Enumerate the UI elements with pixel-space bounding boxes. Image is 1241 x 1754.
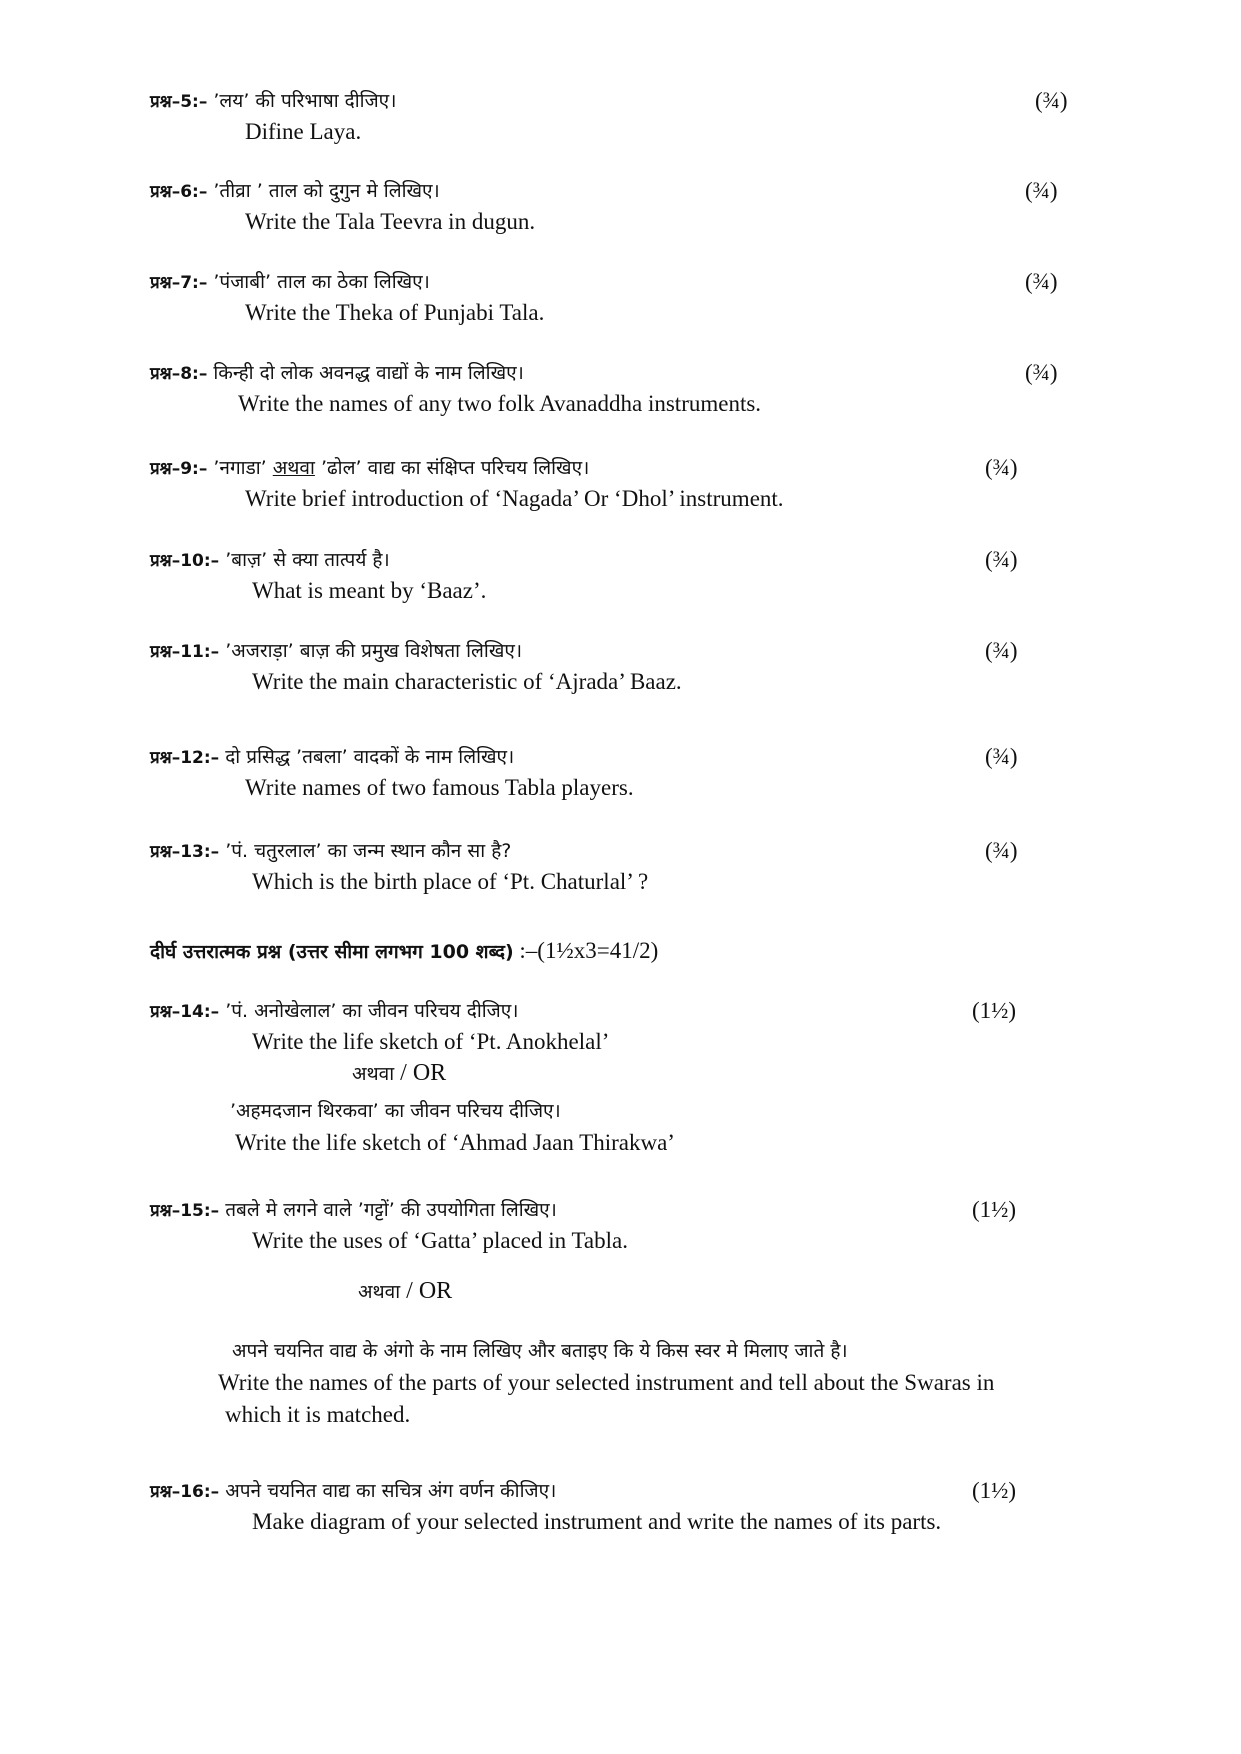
- question-marks: (¾): [1035, 88, 1068, 113]
- question-hindi: तबले मे लगने वाले ’गट्टों’ की उपयोगिता लिखिए।: [225, 1199, 557, 1221]
- question-english: Write the life sketch of ‘Pt. Anokhelal’: [252, 1029, 610, 1054]
- question-english: What is meant by ‘Baaz’.: [252, 578, 487, 603]
- section-heading: [150, 938, 658, 964]
- or-english: / OR: [400, 1278, 453, 1304]
- alternate-question-english-cont: which it is matched.: [225, 1402, 411, 1427]
- question-marks: (¾): [1025, 178, 1058, 203]
- question-hindi: ’पं. अनोखेलाल’ का जीवन परिचय दीजिए।: [225, 1000, 519, 1022]
- question-marks: (1½): [972, 998, 1017, 1023]
- question-10: [150, 547, 1090, 606]
- question-marks: (¾): [985, 455, 1018, 480]
- question-14: [150, 998, 1090, 1057]
- question-hindi: ’पंजाबी’ ताल का ठेका लिखिए।: [213, 271, 430, 293]
- question-label: प्रश्न–8:–: [150, 364, 208, 384]
- question-english: Write the main characteristic of ‘Ajrada’ Baaz.: [252, 669, 682, 694]
- or-hindi: अथवा: [352, 1063, 395, 1085]
- question-hindi: ’तीव्रा ’ ताल को दुगुन मे लिखिए।: [213, 180, 440, 202]
- question-english: Write names of two famous Tabla players.: [245, 775, 634, 800]
- question-marks: (¾): [985, 744, 1018, 769]
- section-marks: :–(1½x3=41/2): [513, 938, 659, 963]
- question-english: Write brief introduction of ‘Nagada’ Or ‘Dhol’ instrument.: [245, 486, 784, 511]
- or-divider: [352, 1060, 446, 1087]
- question-english: Write the Tala Teevra in dugun.: [245, 209, 536, 234]
- section-title: दीर्घ उत्तरात्मक प्रश्न (उत्तर सीमा लगभग 100 शब्द): [150, 941, 514, 963]
- question-6: [150, 178, 1090, 237]
- question-english: Difine Laya.: [245, 119, 362, 144]
- question-label: प्रश्न–6:–: [150, 182, 208, 202]
- or-english: / OR: [394, 1060, 447, 1086]
- question-hindi: ’लय’ की परिभाषा दीजिए।: [213, 90, 397, 112]
- alternate-question-hindi: अपने चयनित वाद्य के अंगो के नाम लिखिए और बताइए कि ये किस स्वर मे मिलाए जाते है।: [232, 1340, 848, 1362]
- question-label: प्रश्न–10:–: [150, 551, 220, 571]
- question-label: प्रश्न–14:–: [150, 1002, 220, 1022]
- question-english: Which is the birth place of ‘Pt. Chaturlal’ ?: [252, 869, 649, 894]
- question-hindi-part: ’नगाडा’: [213, 457, 273, 479]
- question-marks: (¾): [1025, 269, 1058, 294]
- question-label: प्रश्न–7:–: [150, 273, 208, 293]
- question-12: [150, 744, 1090, 803]
- alternate-question-hindi: ’अहमदजान थिरकवा’ का जीवन परिचय दीजिए।: [230, 1100, 561, 1122]
- question-hindi: अपने चयनित वाद्य का सचित्र अंग वर्णन कीजिए।: [225, 1480, 557, 1502]
- question-label: प्रश्न–12:–: [150, 748, 220, 768]
- question-marks: (1½): [972, 1478, 1017, 1503]
- question-8: [150, 360, 1090, 419]
- question-13: [150, 838, 1090, 897]
- question-label: प्रश्न–16:–: [150, 1482, 220, 1502]
- question-label: प्रश्न–15:–: [150, 1201, 220, 1221]
- question-5: [150, 88, 1090, 147]
- question-english: Write the Theka of Punjabi Tala.: [245, 300, 545, 325]
- question-marks: (¾): [985, 638, 1018, 663]
- question-marks: (¾): [985, 547, 1018, 572]
- question-7: [150, 269, 1090, 328]
- question-marks: (¾): [985, 838, 1018, 863]
- question-hindi: ’बाज़’ से क्या तात्पर्य है।: [225, 549, 390, 571]
- question-11: [150, 638, 1090, 697]
- question-hindi: ’अजराड़ा’ बाज़ की प्रमुख विशेषता लिखिए।: [225, 640, 523, 662]
- question-label: प्रश्न–13:–: [150, 842, 220, 862]
- alternate-question-english: Write the names of the parts of your selected instrument and tell about the Swaras in: [218, 1370, 995, 1395]
- question-english: Make diagram of your selected instrument and write the names of its parts.: [252, 1509, 942, 1534]
- question-marks: (1½): [972, 1197, 1017, 1222]
- question-hindi: किन्ही दो लोक अवनद्ध वाद्यों के नाम लिखिए।: [213, 362, 524, 384]
- question-9: [150, 455, 1090, 514]
- question-label: प्रश्न–9:–: [150, 459, 208, 479]
- question-marks: (¾): [1025, 360, 1058, 385]
- question-label: प्रश्न–11:–: [150, 642, 220, 662]
- question-label: प्रश्न–5:–: [150, 92, 208, 112]
- question-15: [150, 1197, 1090, 1256]
- question-english: Write the names of any two folk Avanaddha instruments.: [238, 391, 762, 416]
- alternate-question-english: Write the life sketch of ‘Ahmad Jaan Thirakwa’: [235, 1130, 675, 1155]
- question-hindi-or: अथवा: [272, 457, 315, 479]
- question-hindi: ’पं. चतुरलाल’ का जन्म स्थान कौन सा है?: [225, 840, 512, 862]
- or-hindi: अथवा: [358, 1281, 401, 1303]
- question-hindi: दो प्रसिद्ध ’तबला’ वादकों के नाम लिखिए।: [225, 746, 515, 768]
- question-hindi-part: ’ढोल’ वाद्य का संक्षिप्त परिचय लिखिए।: [314, 457, 590, 479]
- question-english: Write the uses of ‘Gatta’ placed in Tabla.: [252, 1228, 628, 1253]
- or-divider: [358, 1278, 452, 1305]
- question-16: [150, 1478, 1090, 1537]
